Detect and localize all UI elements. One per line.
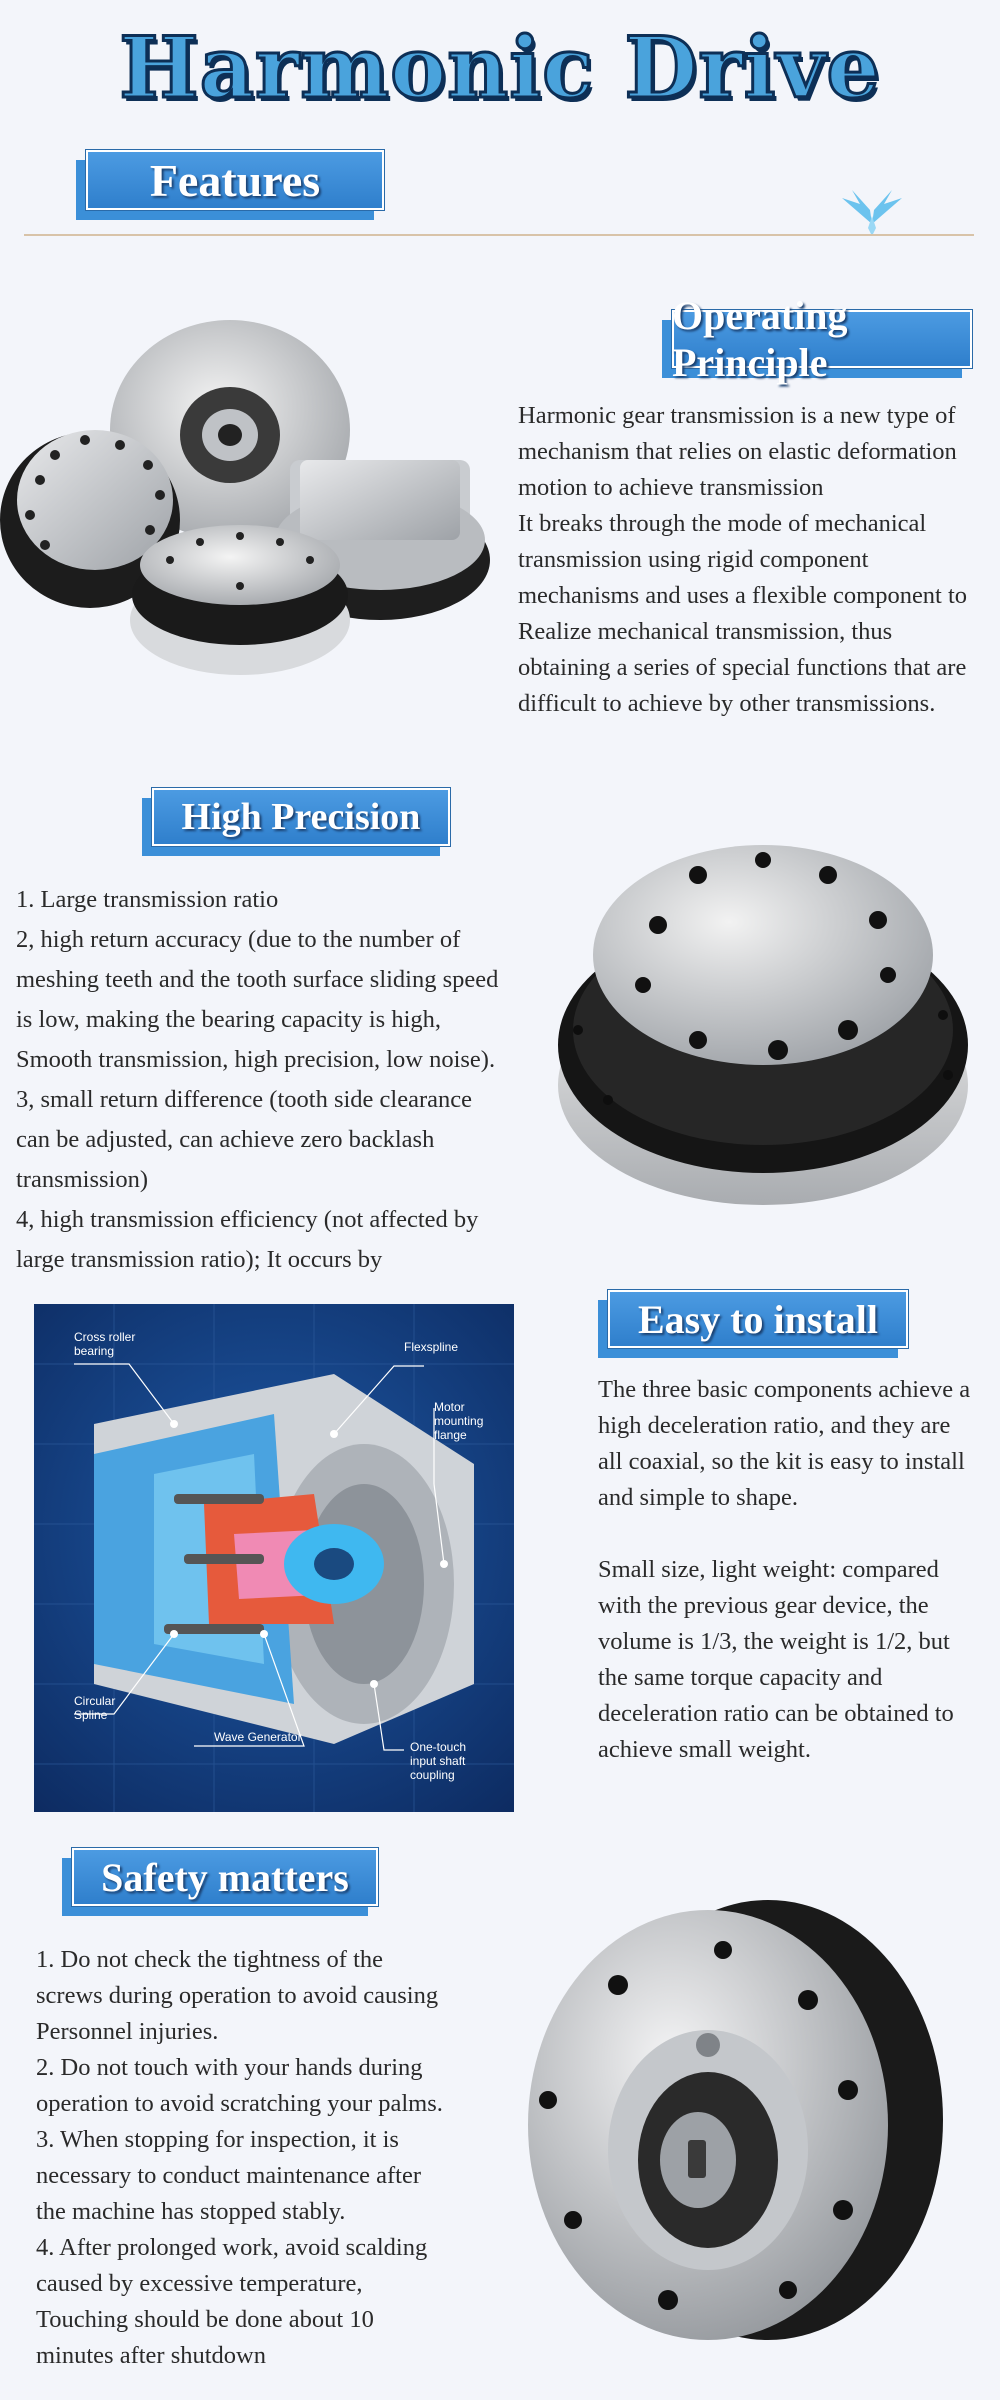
text-line: can be adjusted, can achieve zero backlash	[16, 1126, 435, 1153]
operating-principle-title: Operating Principle	[672, 293, 848, 385]
cutaway-diagram	[34, 1304, 514, 1812]
label-flexspline: Flexspline	[404, 1340, 459, 1354]
text-line: 3, small return difference (tooth side clearance	[16, 1086, 472, 1113]
text-line: motion to achieve transmission	[518, 474, 824, 501]
text-line: caused by excessive temperature,	[36, 2270, 363, 2297]
operating-principle-text	[518, 398, 998, 722]
label-wave-generator: Wave Generator	[214, 1730, 302, 1744]
high-precision-banner	[152, 788, 450, 846]
text-line: 3. When stopping for inspection, it is	[36, 2126, 399, 2153]
text-line: volume is 1/3, the weight is 1/2, but	[598, 1628, 950, 1655]
text-line: operation to avoid scratching your palms.	[36, 2090, 443, 2117]
label-circular-spline: Circular Spline	[74, 1694, 116, 1722]
text-line: Harmonic gear transmission is a new type of	[518, 402, 956, 429]
safety-banner	[72, 1848, 378, 1906]
harmonic-drive-silver-unit-image	[508, 1890, 948, 2350]
text-line: It breaks through the mode of mechanical	[518, 510, 927, 537]
easy-install-banner	[608, 1290, 908, 1348]
safety-title: Safety matters	[101, 1854, 349, 1900]
text-line: transmission using rigid component	[518, 546, 869, 573]
text-line: screws during operation to avoid causing	[36, 1982, 439, 2009]
text-line: Realize mechanical transmission, thus	[518, 618, 893, 645]
text-line: deceleration ratio can be obtained to	[598, 1700, 954, 1727]
high-precision-title: High Precision	[181, 796, 421, 838]
text-line: meshing teeth and the tooth surface sliding speed	[16, 966, 499, 993]
text-line: The three basic components achieve a	[598, 1376, 971, 1403]
text-line: achieve small weight.	[598, 1736, 811, 1763]
features-banner	[86, 150, 384, 210]
text-line: and simple to shape.	[598, 1484, 799, 1511]
text-line: with the previous gear device, the	[598, 1592, 929, 1619]
label-cross-roller-bearing: Cross roller bearing	[74, 1330, 136, 1358]
text-line	[598, 1516, 998, 1552]
operating-principle-banner	[672, 293, 972, 385]
text-line: 2. Do not touch with your hands during	[36, 2054, 423, 2081]
text-line: necessary to conduct maintenance after	[36, 2162, 422, 2189]
text-line: difficult to achieve by other transmissions.	[518, 690, 936, 717]
twin-star-sparkle-icon	[822, 188, 922, 236]
harmonic-drive-group-image	[0, 310, 500, 690]
text-line: minutes after shutdown	[36, 2342, 266, 2369]
text-line: Smooth transmission, high precision, low noise).	[16, 1046, 496, 1073]
text-line: transmission)	[16, 1166, 149, 1193]
text-line: Small size, light weight: compared	[598, 1556, 939, 1583]
text-line: large transmission ratio); It occurs by	[16, 1246, 383, 1273]
label-motor-mounting-flange: Motor mounting flange	[434, 1400, 484, 1442]
text-line: Touching should be done about 10	[36, 2306, 374, 2333]
easy-install-text	[598, 1372, 998, 1768]
page-title: Harmonic Drive	[119, 18, 881, 117]
section-divider	[24, 234, 974, 236]
text-line: 4. After prolonged work, avoid scalding	[36, 2234, 428, 2261]
text-line: obtaining a series of special functions that are	[518, 654, 967, 681]
text-line: 1. Do not check the tightness of the	[36, 1946, 384, 1973]
text-line: 4, high transmission efficiency (not affected by	[16, 1206, 479, 1233]
text-line: mechanism that relies on elastic deformation	[518, 438, 957, 465]
text-line: the machine has stopped stably.	[36, 2198, 346, 2225]
safety-text	[36, 1942, 506, 2374]
text-line: is low, making the bearing capacity is high,	[16, 1006, 442, 1033]
text-line: the same torque capacity and	[598, 1664, 883, 1691]
text-line: high deceleration ratio, and they are	[598, 1412, 951, 1439]
text-line: all coaxial, so the kit is easy to install	[598, 1448, 965, 1475]
easy-install-title: Easy to install	[637, 1296, 879, 1342]
text-line: Personnel injuries.	[36, 2018, 219, 2045]
text-line: mechanisms and uses a flexible component to	[518, 582, 968, 609]
harmonic-drive-black-unit-image	[548, 815, 978, 1225]
high-precision-text	[16, 880, 556, 1280]
label-one-touch-coupling: One-touch input shaft coupling	[410, 1740, 467, 1782]
features-title: Features	[149, 154, 321, 206]
text-line: 1. Large transmission ratio	[16, 886, 279, 913]
text-line: 2, high return accuracy (due to the number of	[16, 926, 461, 953]
